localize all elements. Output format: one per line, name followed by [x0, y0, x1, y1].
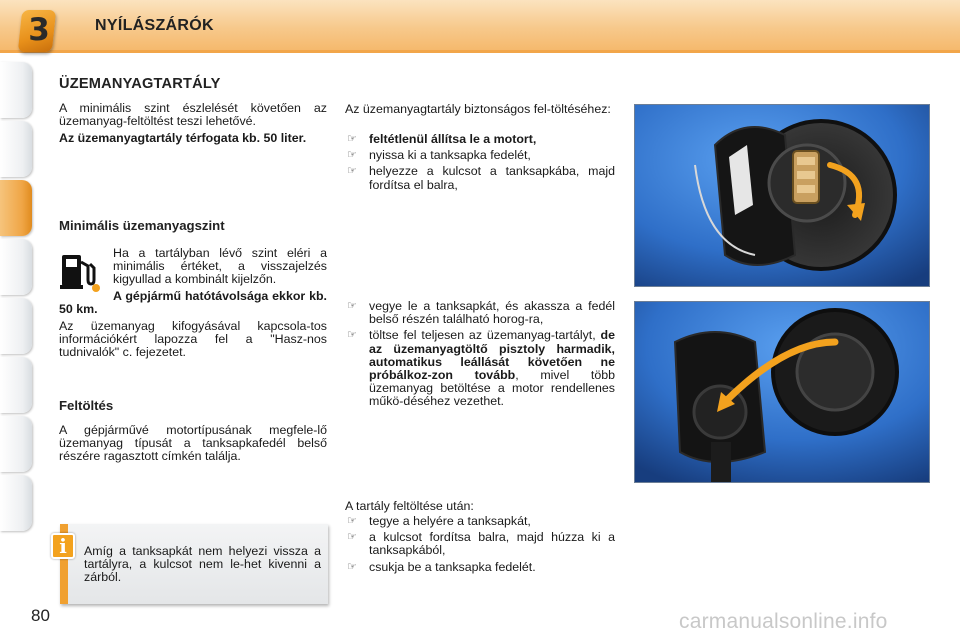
- chapter-tab-1[interactable]: [0, 62, 32, 118]
- hand-pointer-icon: ☞: [347, 560, 357, 573]
- refuel-steps-a: [345, 133, 615, 195]
- info-icon: i: [51, 533, 75, 559]
- refuel-title: Feltöltés: [59, 398, 114, 413]
- chapter-tab-4[interactable]: [0, 239, 32, 295]
- info-box-text: Amíg a tanksapkát nem helyezi vissza a tartályra, a kulcsot nem le-het kivenni a zárból.: [84, 544, 321, 585]
- after-refuel-steps: [345, 515, 615, 577]
- chapter-tab-strip: [0, 62, 34, 534]
- step-text: vegye le a tanksapkát, és akassza a fedél belső részén található horog-ra,: [369, 299, 615, 327]
- intro-text: A minimális szint észlelését követően az üzemanyag-feltöltést teszi lehetővé.: [59, 101, 327, 129]
- after-refuel-intro: A tartály feltöltése után:: [345, 499, 474, 513]
- list-item: [345, 165, 615, 191]
- hand-pointer-icon: ☞: [347, 531, 357, 544]
- step-text: , mivel több üzemanyag betöltése a motor rendellenes műkö-déséhez vezethet.: [369, 368, 615, 409]
- hand-pointer-icon: ☞: [347, 165, 357, 178]
- fuel-cap-illustration: [635, 105, 930, 287]
- min-level-text: Ha a tartályban lévő szint eléri a minimális értéket, a visszajelzés kigyullad a kombinált kijelzőn.: [113, 246, 327, 287]
- header-underline: [0, 50, 960, 53]
- refuel-text: A gépjárművé motortípusának megfele-lő üzemanyag típusát a tanksapkafedél belső részére ragasztott címkén találja.: [59, 423, 327, 464]
- capacity-text: Az üzemanyagtartály térfogata kb. 50 liter.: [59, 131, 307, 145]
- step-text: tegye a helyére a tanksapkát,: [369, 514, 531, 528]
- photo-key-in-fuel-cap: [634, 104, 930, 287]
- chapter-tab-5[interactable]: [0, 298, 32, 354]
- chapter-tab-7[interactable]: [0, 416, 32, 472]
- list-item: [345, 515, 615, 528]
- list-item: [345, 133, 615, 146]
- step-text: feltétlenül állítsa le a motort,: [369, 132, 537, 146]
- chapter-title: NYÍLÁSZÁRÓK: [95, 17, 214, 34]
- hand-pointer-icon: ☞: [347, 133, 357, 145]
- range-text: A gépjármű hatótávolsága ekkor kb. 50 km.: [59, 289, 327, 317]
- step-text: csukja be a tanksapka fedelét.: [369, 559, 536, 574]
- list-item: [345, 561, 615, 574]
- refuel-intro: Az üzemanyagtartály biztonságos fel-töltéséhez:: [345, 102, 611, 116]
- chapter-tab-6[interactable]: [0, 357, 32, 413]
- section-title: ÜZEMANYAGTARTÁLY: [59, 76, 221, 92]
- step-text: helyezze a kulcsot a tanksapkába, majd fordítsa el balra,: [369, 164, 615, 192]
- list-item: [345, 149, 615, 162]
- list-item: [345, 329, 615, 408]
- refuel-steps-b: [345, 300, 615, 412]
- step-warning-text: de az üzemanyagtöltő pisztoly harmadik, automatikus leállását követően ne próbálkoz-zon tovább: [369, 328, 615, 383]
- open-filler-illustration: [635, 302, 930, 483]
- watermark: carmanualsonline.info: [679, 610, 888, 633]
- hand-pointer-icon: ☞: [347, 329, 357, 342]
- photo-cap-on-hook: [634, 301, 930, 483]
- chapter-tab-3-active[interactable]: [0, 180, 32, 236]
- chapter-tab-2[interactable]: [0, 121, 32, 177]
- min-level-title: Minimális üzemanyagszint: [59, 218, 225, 233]
- hand-pointer-icon: ☞: [347, 149, 357, 162]
- hand-pointer-icon: ☞: [347, 515, 357, 527]
- step-text: a kulcsot fordítsa balra, majd húzza ki a tanksapkából,: [369, 530, 615, 558]
- page-number: 80: [31, 606, 50, 625]
- hand-pointer-icon: ☞: [347, 300, 357, 312]
- chapter-tab-8[interactable]: [0, 475, 32, 531]
- list-item: [345, 300, 615, 326]
- list-item: [345, 531, 615, 557]
- chapter-number: 3: [28, 12, 50, 48]
- step-text: nyissa ki a tanksapka fedelét,: [369, 148, 531, 163]
- min-level-note: Az üzemanyag kifogyásával kapcsola-tos információkért lapozza fel a "Hasz-nos tudnivalók" c. fejezetet.: [59, 319, 327, 360]
- step-text: töltse fel teljesen az üzemanyag-tartályt,: [369, 328, 601, 343]
